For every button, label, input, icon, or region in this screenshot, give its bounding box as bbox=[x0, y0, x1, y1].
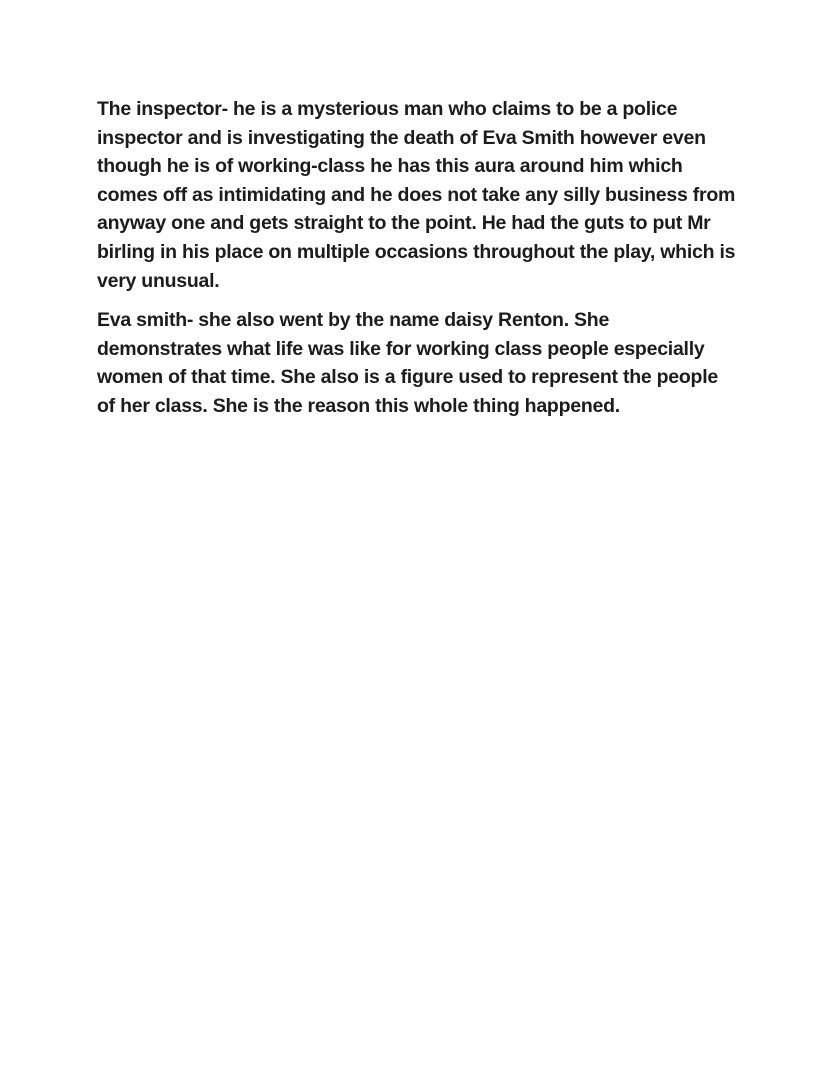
text-line: demonstrates what life was like for working class people especially bbox=[97, 337, 705, 360]
text-line: birling in his place on multiple occasions throughout the play, which is bbox=[97, 240, 736, 263]
paragraph-the-inspector bbox=[97, 95, 757, 295]
text-line: of her class. She is the reason this whole thing happened. bbox=[97, 394, 620, 417]
text-line: though he is of working-class he has this aura around him which bbox=[97, 155, 683, 178]
text-line: anyway one and gets straight to the point. He had the guts to put Mr bbox=[97, 212, 711, 235]
text-line: comes off as intimidating and he does not take any silly business from bbox=[97, 183, 736, 206]
text-line: The inspector- he is a mysterious man who claims to be a police bbox=[97, 98, 678, 120]
document-text-block bbox=[97, 95, 757, 432]
text-line: inspector and is investigating the death of Eva Smith however even bbox=[97, 126, 706, 149]
paragraph-eva-smith bbox=[97, 306, 757, 420]
text-line: very unusual. bbox=[97, 269, 220, 292]
text-line: women of that time. She also is a figure used to represent the people bbox=[97, 366, 718, 389]
text-line: Eva smith- she also went by the name daisy Renton. She bbox=[97, 309, 610, 332]
